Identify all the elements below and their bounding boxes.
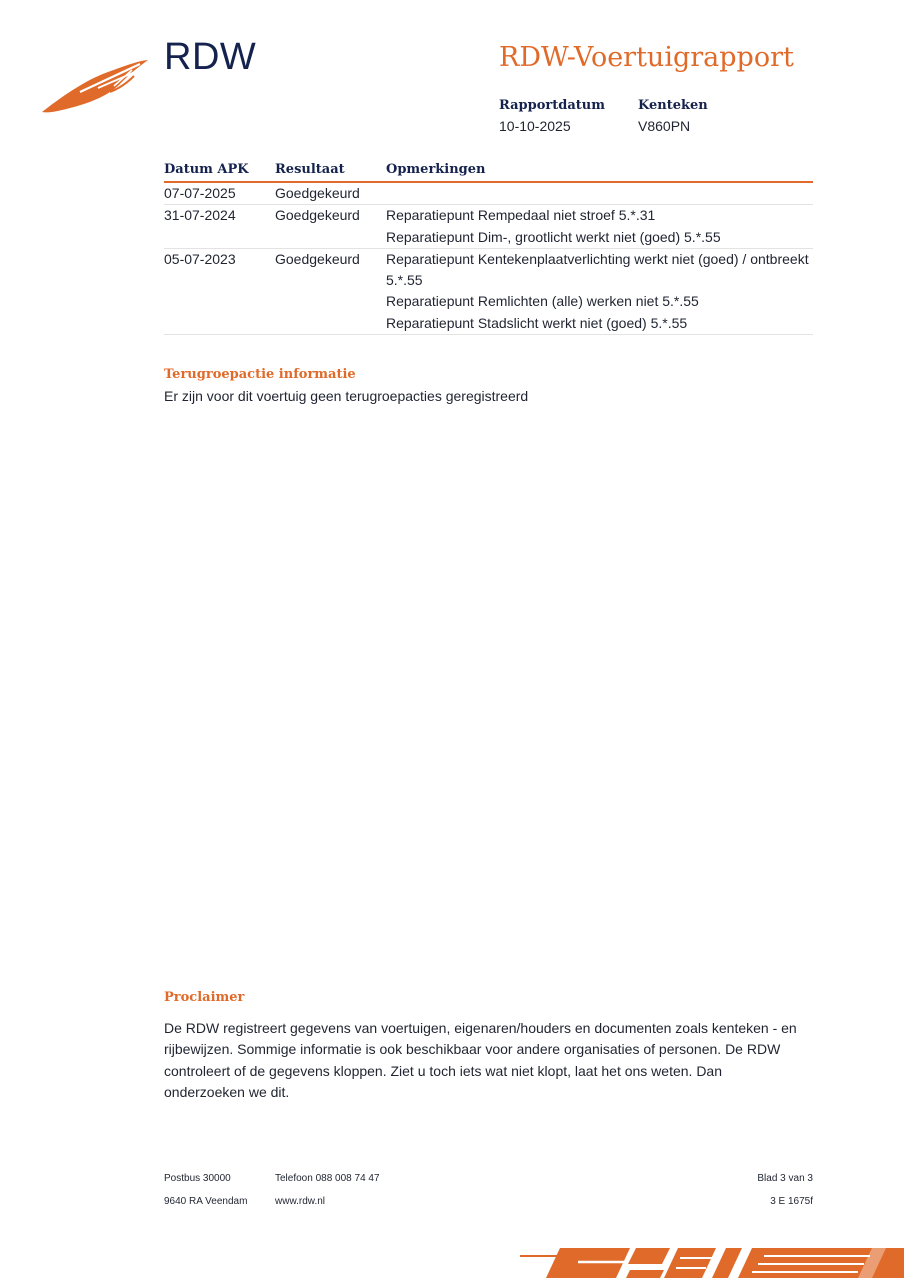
table-header-row (164, 160, 813, 182)
footer-telefoon: Telefoon 088 008 74 47 (275, 1173, 380, 1184)
proclaimer-heading: Proclaimer (164, 990, 245, 1005)
footer-website: www.rdw.nl (275, 1196, 326, 1207)
remark: Reparatiepunt Kentekenplaatverlichting werkt niet (goed) / ontbreekt 5.*.55 (386, 250, 809, 289)
datum-cell: 07-07-2025 (164, 182, 275, 205)
terugroep-heading: Terugroepactie informatie (164, 367, 356, 382)
proclaimer-text: De RDW registreert gegevens van voertuigen, eigenaren/houders en documenten zoals kenteken - en rijbewijzen. Sommige informatie is ook beschikbaar voor andere organisaties of personen. De RDW controleert of de gegevens kloppen. Ziet u toch iets wat niet klopt, laat het ons weten. Dan onderzoeken we dit. (164, 1020, 797, 1100)
footer-postbus: Postbus 30000 (164, 1173, 231, 1184)
footer-plaats: 9640 RA Veendam (164, 1196, 248, 1207)
table-row (164, 248, 813, 334)
resultaat-cell: Goedgekeurd (275, 182, 386, 205)
rapportdatum-label: Rapportdatum (499, 98, 605, 113)
kenteken-label: Kenteken (638, 98, 708, 113)
datum-cell: 31-07-2024 (164, 205, 275, 249)
remark: Reparatiepunt Rempedaal niet stroef 5.*.31 (386, 207, 656, 224)
remark: Reparatiepunt Stadslicht werkt niet (goed) 5.*.55 (386, 314, 688, 331)
table-row (164, 182, 813, 205)
remark: Reparatiepunt Remlichten (alle) werken niet 5.*.55 (386, 293, 699, 310)
column-header-datum: Datum APK (164, 160, 275, 182)
logo-text: RDW (164, 36, 257, 78)
opmerkingen-cell (386, 205, 813, 249)
rapportdatum-value: 10-10-2025 (499, 118, 571, 134)
footer-blad: Blad 3 van 3 (757, 1173, 813, 1184)
resultaat-cell: Goedgekeurd (275, 248, 386, 334)
report-title: RDW-Voertuigrapport (499, 42, 794, 73)
terugroep-text: Er zijn voor dit voertuig geen terugroepacties geregistreerd (164, 388, 529, 404)
kenteken-value: V860PN (638, 118, 691, 134)
remark: Reparatiepunt Dim-, grootlicht werkt niet (goed) 5.*.55 (386, 228, 721, 245)
table-row (164, 205, 813, 249)
datum-cell: 05-07-2023 (164, 248, 275, 334)
decorative-stripes-icon (520, 1244, 904, 1280)
resultaat-cell: Goedgekeurd (275, 205, 386, 249)
footer-code: 3 E 1675f (770, 1196, 813, 1207)
column-header-opmerkingen: Opmerkingen (386, 160, 813, 182)
opmerkingen-cell (386, 182, 813, 205)
opmerkingen-cell (386, 248, 813, 334)
rdw-logo-icon (40, 58, 150, 116)
column-header-resultaat: Resultaat (275, 160, 386, 182)
apk-table (164, 160, 813, 335)
